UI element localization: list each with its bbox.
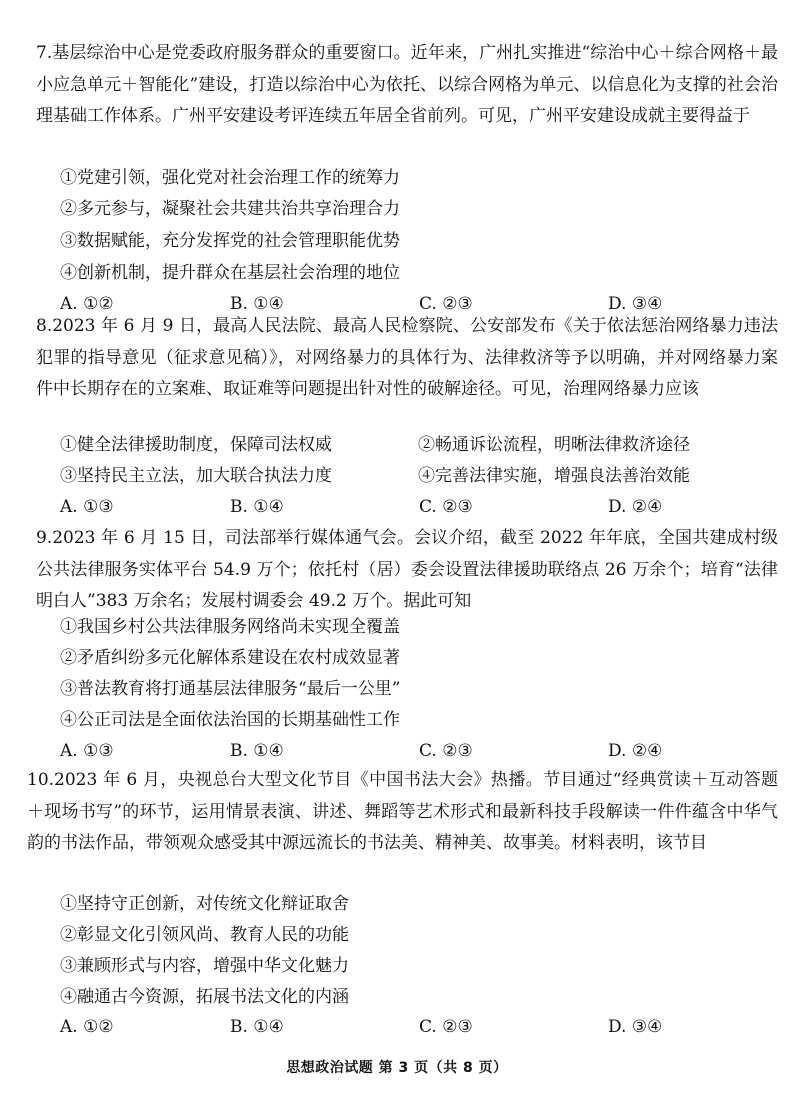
answer-c: C. ②③ (419, 741, 473, 761)
answer-b: B. ①④ (230, 497, 284, 517)
option-1: ①健全法律援助制度，保障司法权威 (60, 435, 332, 455)
question-number: 10. (27, 770, 55, 790)
question-number: 9. (36, 528, 53, 548)
question-text: 2023 年 6 月 9 日，最高人民法院、最高人民检察院、公安部发布《关于依法惩治网络暴力违法犯罪的指导意见（征求意见稿）》，对网络暴力的具体行为、法律救济等予以明确，并对网络暴力案件中长期存在的立案难、取证难等问题提出针对性的破解途径。可见，治理网络暴力应该 (36, 316, 778, 399)
option-2: ②矛盾纠纷多元化解体系建设在农村成效显著 (60, 648, 400, 668)
answer-a: A. ①③ (60, 741, 114, 761)
option-3: ③兼顾形式与内容，增强中华文化魅力 (60, 956, 349, 976)
answer-choices (60, 492, 760, 523)
answer-d: D. ②④ (608, 741, 663, 761)
page-footer: 思想政治试题 第 3 页（共 8 页） (286, 1060, 508, 1076)
answer-c: C. ②③ (419, 497, 473, 517)
answer-d: D. ②④ (608, 497, 663, 517)
option-1: ①坚持守正创新，对传统文化辩证取舍 (60, 894, 349, 914)
option-3: ③坚持民主立法，加大联合执法力度 (60, 466, 332, 486)
question-text: 2023 年 6 月，央视总台大型文化节目《中国书法大会》热播。节目通过“经典赏读＋互动答题＋现场书写”的环节，运用情景表演、讲述、舞蹈等艺术形式和最新科技手段解读一件件蕴含中华气韵的书法作品，带领观众感受其中源远流长的书法美、精神美、故事美。材料表明，该节目 (27, 770, 778, 853)
answer-a: A. ①② (60, 1017, 114, 1037)
question-stem (36, 523, 778, 618)
answer-a: A. ①③ (60, 497, 114, 517)
question-text: 2023 年 6 月 15 日，司法部举行媒体通气会。会议介绍，截至 2022 年年底，全国共建成村级公共法律服务实体平台 54.9 万个；依托村（居）委会设置法律援助联络点 26 万余个；培育“法律明白人”383 万余名；发展村调委会 49.2 万个。据此可知 (36, 528, 778, 611)
answer-choices (60, 736, 760, 767)
answer-c: C. ②③ (419, 1017, 473, 1037)
option-4: ④创新机制，提升群众在基层社会治理的地位 (60, 263, 400, 283)
option-3: ③普法教育将打通基层法律服务“最后一公里” (60, 679, 401, 699)
question-number: 8. (36, 316, 53, 336)
option-3: ③数据赋能，充分发挥党的社会管理职能优势 (60, 231, 400, 251)
option-2: ②彰显文化引领风尚、教育人民的功能 (60, 925, 349, 945)
option-4: ④公正司法是全面依法治国的长期基础性工作 (60, 710, 400, 730)
answer-b: B. ①④ (230, 294, 284, 314)
question-stem (36, 311, 778, 406)
question-stem (36, 38, 778, 133)
answer-c: C. ②③ (419, 294, 473, 314)
option-1: ①党建引领，强化党对社会治理工作的统筹力 (60, 168, 400, 188)
option-2: ②畅通诉讼流程，明晰法律救济途径 (418, 435, 690, 455)
question-stem (27, 765, 778, 860)
answer-a: A. ①② (60, 294, 114, 314)
option-4: ④完善法律实施，增强良法善治效能 (418, 466, 690, 486)
answer-b: B. ①④ (230, 1017, 284, 1037)
option-2: ②多元参与，凝聚社会共建共治共享治理合力 (60, 199, 400, 219)
option-1: ①我国乡村公共法律服务网络尚未实现全覆盖 (60, 617, 400, 637)
answer-d: D. ③④ (608, 294, 663, 314)
answer-choices (60, 1012, 760, 1043)
question-number: 7. (36, 43, 53, 63)
option-4: ④融通古今资源，拓展书法文化的内涵 (60, 987, 349, 1007)
answer-d: D. ③④ (608, 1017, 663, 1037)
question-text: 基层综治中心是党委政府服务群众的重要窗口。近年来，广州扎实推进“综治中心＋综合网格＋最小应急单元＋智能化”建设，打造以综治中心为依托、以综合网格为单元、以信息化为支撑的社会治理基础工作体系。广州平安建设考评连续五年居全省前列。可见，广州平安建设成就主要得益于 (36, 43, 778, 126)
answer-b: B. ①④ (230, 741, 284, 761)
